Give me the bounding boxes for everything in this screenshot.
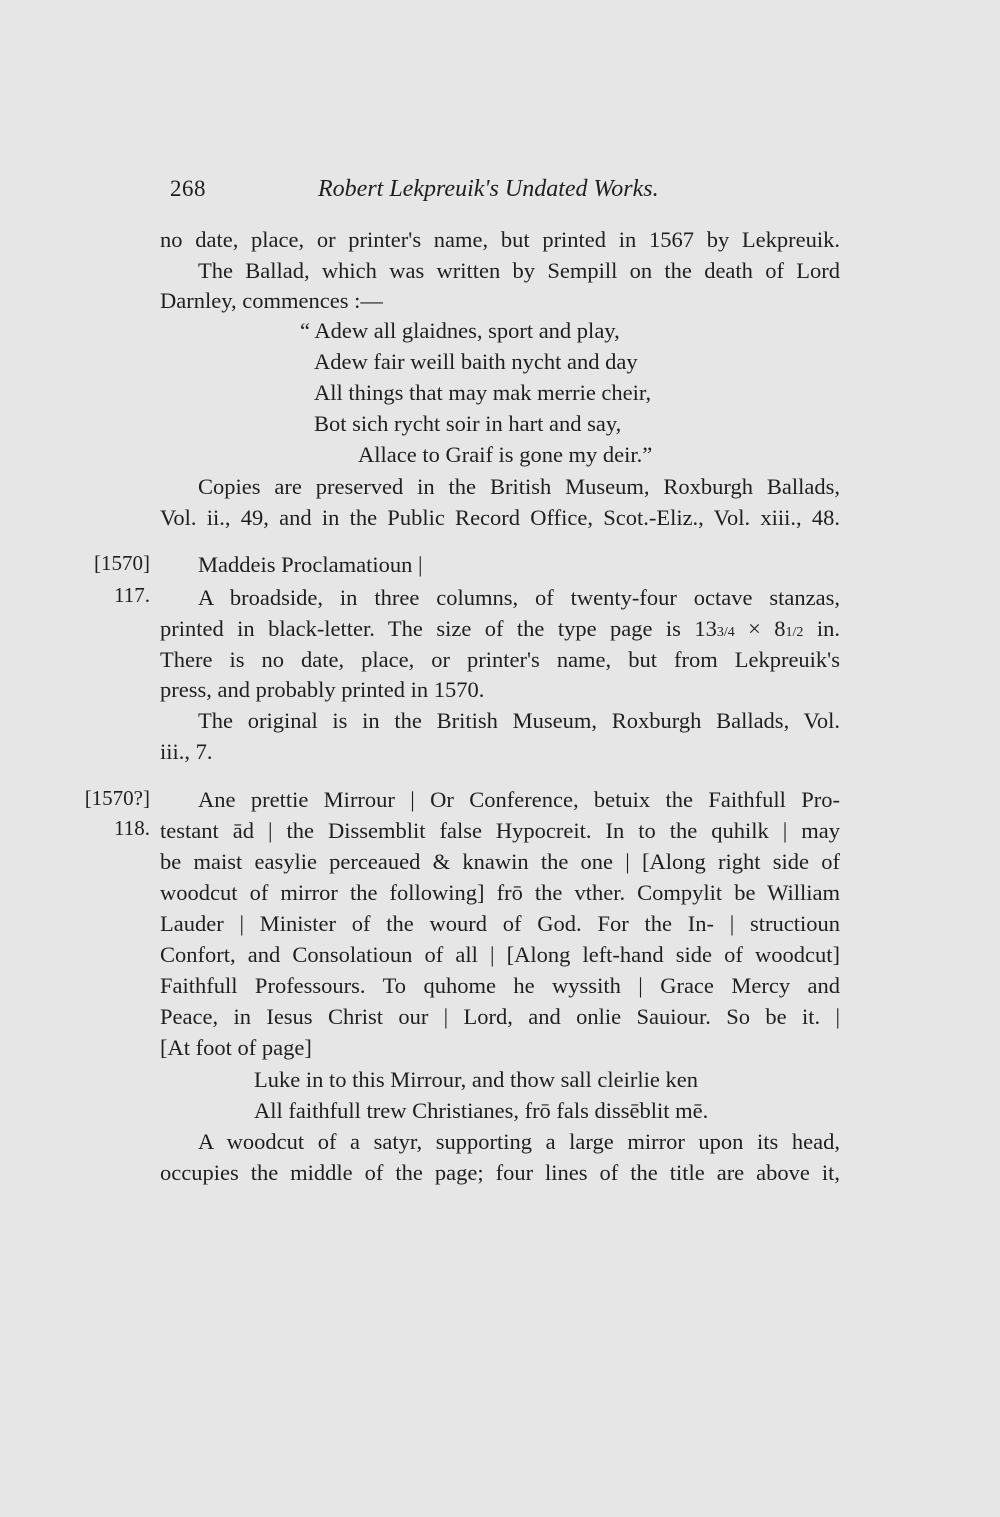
body-line: Ane prettie Mirrour | Or Conference, betuix the Faithfull Pro-	[198, 787, 840, 812]
body-line: Darnley, commences :—	[160, 288, 383, 313]
body-line: A woodcut of a satyr, supporting a large mirror upon its head,	[198, 1129, 840, 1154]
verse-line: All things that may mak merrie cheir,	[314, 380, 652, 405]
fraction: 3/4	[716, 625, 735, 640]
body-line: iii., 7.	[160, 739, 213, 764]
body-line: occupies the middle of the page; four lines of the title are above it,	[160, 1160, 840, 1185]
body-line: A broadside, in three columns, of twenty-four octave stanzas,	[198, 585, 840, 610]
running-title: Robert Lekpreuik's Undated Works.	[318, 176, 659, 202]
body-line: testant ād | the Dissemblit false Hypocreit. In to the quhilk | may	[160, 818, 840, 843]
body-line: be maist easylie perceaued & knawin the one | [Along right side of	[160, 849, 840, 874]
verse-line: Allace to Graif is gone my deir.”	[358, 442, 653, 467]
fraction: 1/2	[785, 625, 804, 640]
verse-line: “ Adew all glaidnes, sport and play,	[300, 318, 620, 343]
body-line: The original is in the British Museum, Roxburgh Ballads, Vol.	[198, 708, 840, 733]
body-line: Confort, and Consolatioun of all | [Along left-hand side of woodcut]	[160, 942, 840, 967]
page-number: 268	[170, 176, 206, 201]
body-line: Vol. ii., 49, and in the Public Record Office, Scot.-Eliz., Vol. xiii., 48.	[160, 505, 840, 530]
body-line: Peace, in Iesus Christ our | Lord, and onlie Sauiour. So be it. |	[160, 1004, 840, 1029]
entry-title-117: Maddeis Proclamatioun |	[198, 552, 423, 577]
body-line: woodcut of mirror the following] frō the vther. Compylit be William	[160, 880, 840, 905]
verse-line: Luke in to this Mirrour, and thow sall cleirlie ken	[254, 1067, 699, 1092]
verse-line: Adew fair weill baith nycht and day	[314, 349, 638, 374]
verse-line: All faithfull trew Christianes, frō fals dissēblit mē.	[254, 1098, 709, 1123]
body-line: The Ballad, which was written by Sempill on the death of Lord	[198, 258, 840, 283]
body-line: press, and probably printed in 1570.	[160, 677, 485, 702]
entry-number-118: 118.	[114, 816, 150, 840]
entry-number-117: 117.	[114, 583, 150, 607]
body-line: Lauder | Minister of the wourd of God. For the In- | structioun	[160, 911, 840, 936]
body-line: There is no date, place, or printer's name, but from Lekpreuik's	[160, 647, 840, 672]
entry-year-118: [1570?]	[84, 786, 150, 810]
verse-line: Bot sich rycht soir in hart and say,	[314, 411, 622, 436]
body-line: printed in black-letter. The size of the type page is 133/4 × 81/2 in.	[160, 616, 840, 641]
body-line: Copies are preserved in the British Museum, Roxburgh Ballads,	[198, 474, 840, 499]
entry-year-117: [1570]	[94, 551, 150, 575]
body-line: [At foot of page]	[160, 1035, 312, 1060]
body-line: Faithfull Professours. To quhome he wyssith | Grace Mercy and	[160, 973, 840, 998]
body-line: no date, place, or printer's name, but printed in 1567 by Lekpreuik.	[160, 227, 840, 252]
